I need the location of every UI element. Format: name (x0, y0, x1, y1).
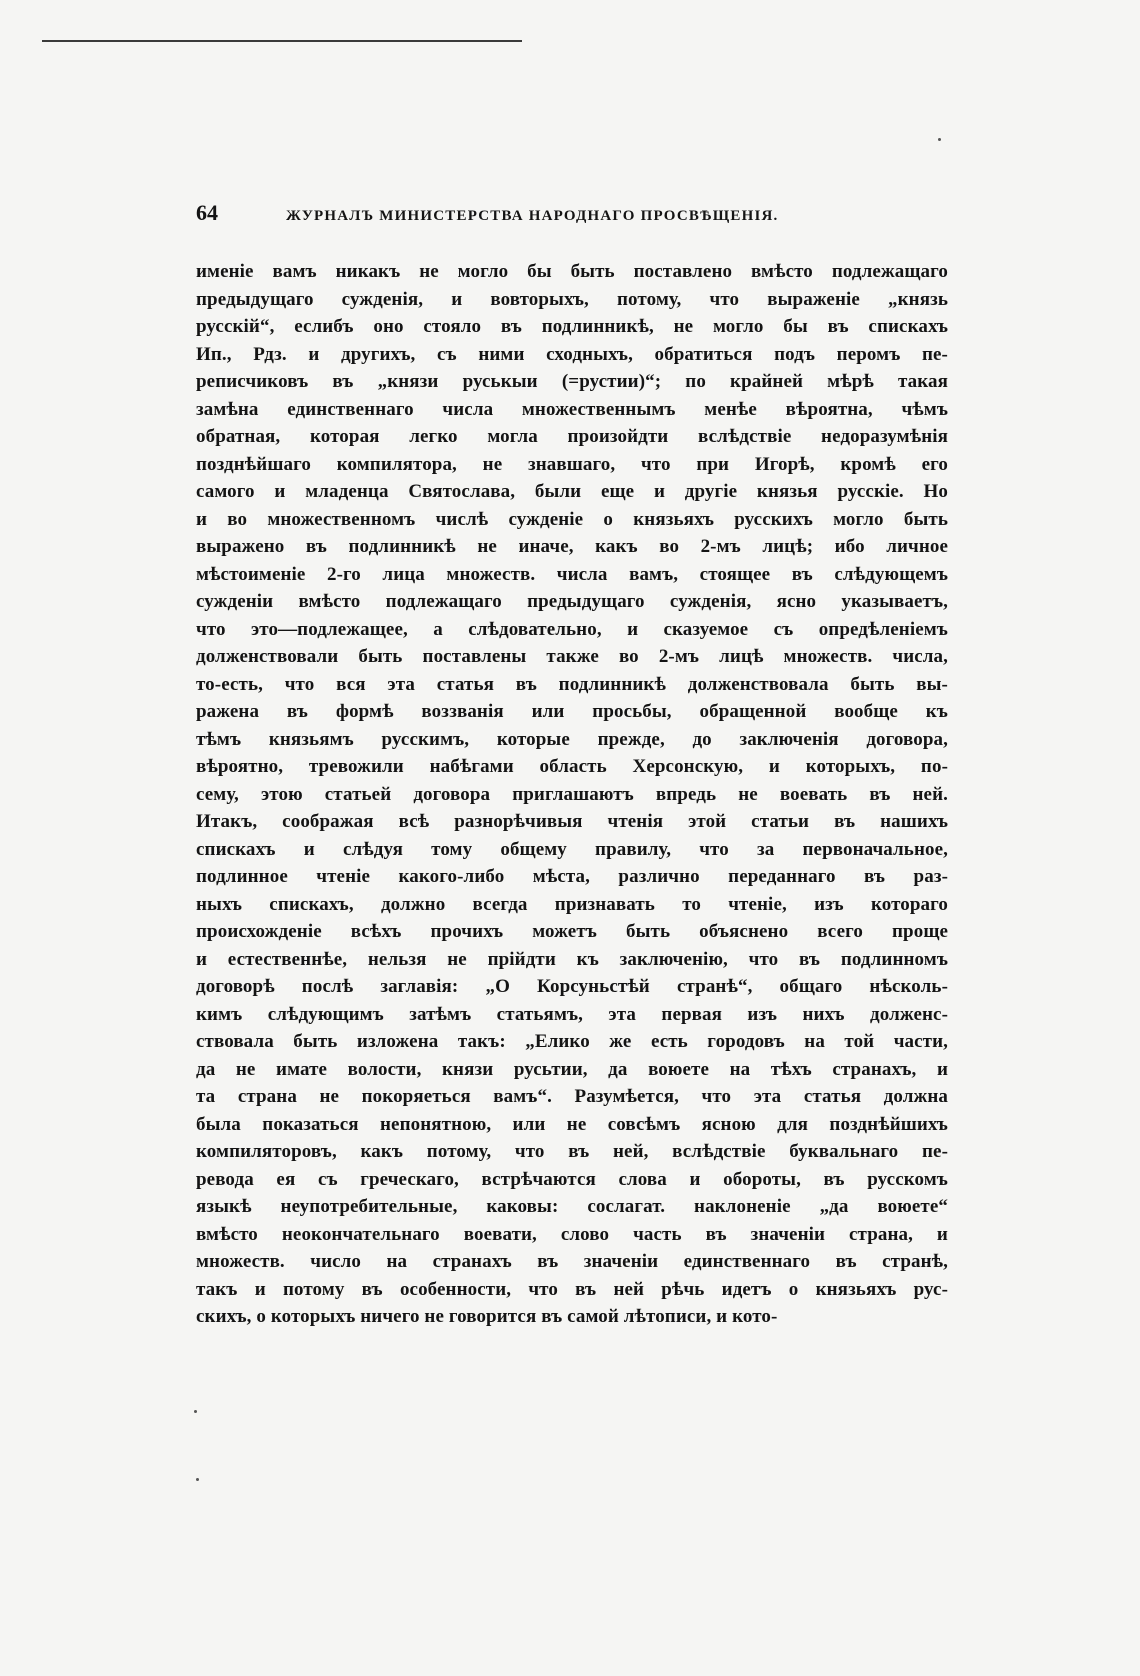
text-line: множеств. число на странахъ въ значеніи единственнаго въ странѣ, (196, 1251, 948, 1272)
text-line: самого и младенца Святослава, были еще и другіе князья русскіе. Но (196, 481, 948, 502)
text-line: вмѣсто неокончательнаго воевати, слово часть въ значеніи страна, и (196, 1223, 948, 1245)
text-line: выражено въ подлинникѣ не иначе, какъ во 2-мъ лицѣ; ибо личное (196, 536, 948, 557)
text-line: происхожденіе всѣхъ прочихъ можетъ быть объяснено всего проще (196, 921, 948, 942)
text-line: именіе вамъ никакъ не могло бы быть поставлено вмѣсто подлежащаго (196, 261, 948, 282)
scan-edge-line (42, 40, 522, 42)
running-title: ЖУРНАЛЪ МИНИСТЕРСТВА НАРОДНАГО ПРОСВѢЩЕНІЯ. (286, 208, 779, 224)
text-line: спискахъ и слѣдуя тому общему правилу, что за первоначальное, (196, 838, 948, 860)
page-number: 64 (196, 200, 218, 225)
text-line: договорѣ послѣ заглавія: „О Корсуньстѣй странѣ“, общаго нѣсколь- (196, 976, 948, 997)
text-line: тѣмъ князьямъ русскимъ, которые прежде, до заключенія договора, (196, 728, 948, 750)
scan-speck (938, 138, 941, 141)
text-line: вѣроятно, тревожили набѣгами область Херсонскую, и которыхъ, по- (196, 756, 948, 777)
text-line: русскій“, еслибъ оно стояло въ подлинникѣ, не могло бы въ спискахъ (196, 316, 948, 337)
text-line: замѣна единственнаго числа множественнымъ менѣе вѣроятна, чѣмъ (196, 398, 948, 420)
text-line: ствовала быть изложена такъ: „Елико же есть городовъ на той части, (196, 1031, 948, 1052)
text-line: скихъ, о которыхъ ничего не говорится въ самой лѣтописи, и кото- (196, 1306, 778, 1327)
text-line: да не имате волости, князи русьтии, да воюете на тѣхъ странахъ, и (196, 1058, 948, 1080)
body-text (196, 258, 948, 1331)
text-line: то-есть, что вся эта статья въ подлинникѣ долженствовала быть вы- (196, 673, 948, 695)
text-line: что это—подлежащее, а слѣдовательно, и сказуемое съ опредѣленіемъ (196, 618, 948, 640)
scan-speck (196, 1478, 199, 1481)
text-line: кимъ слѣдующимъ затѣмъ статьямъ, эта первая изъ нихъ долженс- (196, 1003, 948, 1025)
scan-speck (194, 1410, 197, 1413)
text-line: та страна не покоряеться вамъ“. Разумѣется, что эта статья должна (196, 1086, 948, 1107)
text-line: долженствовали быть поставлены также во 2-мъ лицѣ множеств. числа, (196, 646, 948, 667)
text-line: сему, этою статьей договора приглашаютъ впредь не воевать въ ней. (196, 783, 948, 805)
text-line: позднѣйшаго компилятора, не знавшаго, что при Игорѣ, кромѣ его (196, 453, 948, 475)
text-line: Итакъ, соображая всѣ разнорѣчивыя чтенія этой статьи въ нашихъ (196, 811, 948, 832)
text-line: подлинное чтеніе какого-либо мѣста, различно переданнаго въ раз- (196, 866, 948, 887)
text-line: языкѣ неупотребительные, каковы: сослагат. наклоненіе „да воюете“ (196, 1196, 948, 1217)
text-line: и естественнѣе, нельзя не прійдти къ заключенію, что въ подлинномъ (196, 948, 948, 970)
text-line: и во множественномъ числѣ сужденіе о князьяхъ русскихъ могло быть (196, 508, 948, 530)
text-line: компиляторовъ, какъ потому, что въ ней, вслѣдствіе буквальнаго пе- (196, 1141, 948, 1162)
page-header (196, 200, 948, 240)
text-line: Ип., Рдз. и другихъ, съ ними сходныхъ, обратиться подъ перомъ пе- (196, 343, 948, 365)
text-line: такъ и потому въ особенности, что въ ней рѣчь идетъ о князьяхъ рус- (196, 1278, 948, 1300)
text-line: ревода ея съ греческаго, встрѣчаются слова и обороты, въ русскомъ (196, 1168, 948, 1190)
text-line: была показаться непонятною, или не совсѣмъ ясною для позднѣйшихъ (196, 1113, 948, 1135)
text-line: ражена въ формѣ воззванія или просьбы, обращенной вообще къ (196, 701, 948, 722)
text-line: сужденіи вмѣсто подлежащаго предыдущаго сужденія, ясно указываетъ, (196, 591, 948, 612)
text-line: предыдущаго сужденія, и вовторыхъ, потому, что выраженіе „князь (196, 288, 948, 310)
book-page (196, 200, 948, 1331)
text-line: обратная, которая легко могла произойдти вслѣдствіе недоразумѣнія (196, 426, 948, 447)
text-line: реписчиковъ въ „князи руськыи (=рустии)“; по крайней мѣрѣ такая (196, 371, 948, 392)
text-line: ныхъ спискахъ, должно всегда признавать то чтеніе, изъ котораго (196, 893, 948, 915)
text-line: мѣстоименіе 2-го лица множеств. числа вамъ, стоящее въ слѣдующемъ (196, 563, 948, 585)
